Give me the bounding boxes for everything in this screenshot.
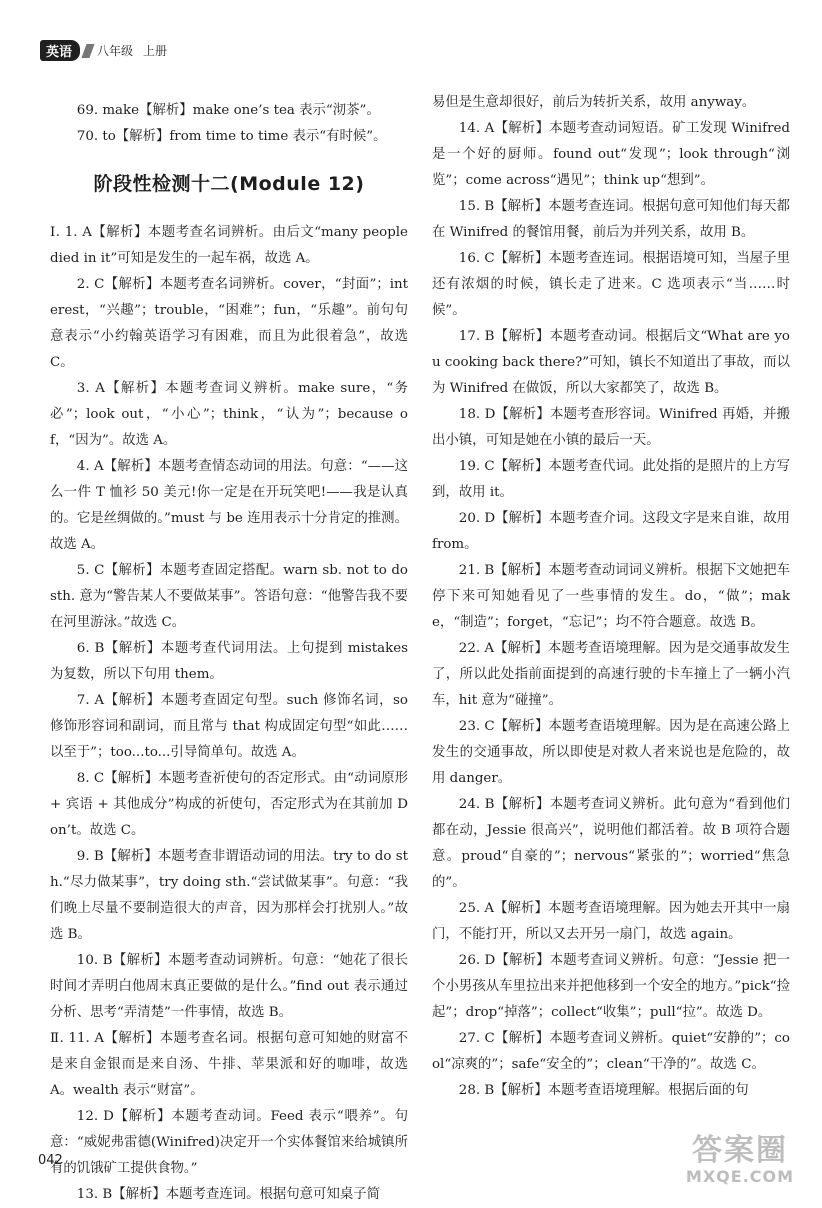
answer-item: 8. C【解析】本题考查祈使句的否定形式。由“动词原形 + 宾语 + 其他成分”构成的祈使句，否定形式为在其前加 Don’t。故选 C。 [50, 771, 408, 838]
answer-item: 2. C【解析】本题考查名词辨析。cover，“封面”；interest，“兴趣”；trouble，“困难”；fun，“乐趣”。前句句意表示“小约翰英语学习有困难，而且为此很着急”，故选 C。 [50, 277, 408, 370]
watermark-text: 答案圈 [692, 1133, 788, 1168]
answer-item: 28. B【解析】本题考查语境理解。根据后面的句 [458, 1083, 749, 1098]
left-answer-list [50, 220, 408, 1208]
answer-item: 12. D【解析】本题考查动词。Feed 表示“喂养”。句意：“威妮弗雷德(Winifred)决定开一个实体餐馆来给城镇所有的饥饿矿工提供食物。” [50, 1109, 408, 1176]
left-column [50, 98, 408, 1208]
answer-item: 22. A【解析】本题考查语境理解。因为是交通事故发生了，所以此处指前面提到的高速行驶的卡车撞上了一辆小汽车，hit 意为“碰撞”。 [432, 641, 790, 708]
answer-item-69: 69. make【解析】make one’s tea 表示“沏茶”。 [76, 103, 380, 118]
answer-item: 14. A【解析】本题考查动词短语。矿工发现 Winifred 是一个好的厨师。found out“发现”；look through“浏览”；come across“遇见”；think up“想到”。 [432, 121, 790, 188]
answer-item: 15. B【解析】本题考查连词。根据句意可知他们每天都在 Winifred 的餐馆用餐，前后为并列关系，故用 B。 [432, 199, 790, 240]
page-number: 042 [38, 1153, 63, 1168]
answer-item: Ⅱ. 11. A【解析】本题考查名词。根据句意可知她的财富不是来自金银而是来自汤、牛排、苹果派和好的咖啡，故选 A。wealth 表示“财富”。 [50, 1031, 408, 1098]
right-answer-list [432, 90, 790, 1104]
page-header [40, 40, 167, 61]
answer-item: 20. D【解析】本题考查介词。这段文字是来自谁，故用 from。 [432, 511, 790, 552]
answer-item-70: 70. to【解析】from time to time 表示“有时候”。 [76, 129, 387, 144]
answer-item: 易但是生意却很好，前后为转折关系，故用 anyway。 [432, 95, 756, 110]
answer-item: 25. A【解析】本题考查语境理解。因为她去开其中一扇门，不能打开，所以又去开另一扇门，故选 again。 [432, 901, 790, 942]
answer-item: 10. B【解析】本题考查动词辨析。句意：“她花了很长时间才弄明白他周末真正要做的是什么。”find out 表示通过分析、思考“弄清楚”一件事情，故选 B。 [50, 953, 408, 1020]
watermark-logo [670, 1134, 810, 1194]
grade-label: 八年级 [97, 44, 134, 58]
section-title: 阶段性检测十二(Module 12) [93, 173, 365, 195]
answer-item: 4. A【解析】本题考查情态动词的用法。句意：“——这么一件 T 恤衫 50 美元!你一定是在开玩笑吧!——我是认真的。它是丝绸做的。”must 与 be 连用表示十分肯定的推测。故选 A。 [50, 459, 408, 552]
answer-item: Ⅰ. 1. A【解析】本题考查名词辨析。由后文“many people died in it”可知是发生的一起车祸，故选 A。 [50, 225, 408, 266]
volume-label: 上册 [143, 44, 168, 58]
answer-item: 19. C【解析】本题考查代词。此处指的是照片的上方写到，故用 it。 [432, 459, 790, 500]
right-column [432, 90, 790, 1104]
answer-item: 5. C【解析】本题考查固定搭配。warn sb. not to do sth. 意为“警告某人不要做某事”。答语句意：“他警告我不要在河里游泳。”故选 C。 [50, 563, 408, 630]
answer-item: 16. C【解析】本题考查连词。根据语境可知，当屋子里还有浓烟的时候，镇长走了进来。C 选项表示“当……时候”。 [432, 251, 790, 318]
answer-item: 6. B【解析】本题考查代词用法。上句提到 mistakes 为复数，所以下句用 them。 [50, 641, 408, 682]
answer-item: 24. B【解析】本题考查词义辨析。此句意为“看到他们都在动，Jessie 很高兴”，说明他们都活着。故 B 项符合题意。proud“自豪的”；nervous“紧张的”；worried“焦急的”。 [432, 797, 790, 890]
answer-item: 23. C【解析】本题考查语境理解。因为是在高速公路上发生的交通事故，所以即使是对救人者来说也是危险的，故用 danger。 [432, 719, 790, 786]
answer-item: 26. D【解析】本题考查词义辨析。句意：“Jessie 把一个小男孩从车里拉出来并把他移到一个安全的地方。”pick“捡起”；drop“掉落”；collect“收集”；pull“拉”。故选 D。 [432, 953, 790, 1020]
answer-item: 27. C【解析】本题考查词义辨析。quiet“安静的”；cool“凉爽的”；safe“安全的”；clean“干净的”。故选 C。 [432, 1031, 790, 1072]
answer-item: 7. A【解析】本题考查固定句型。such 修饰名词，so 修饰形容词和副词，而且常与 that 构成固定句型“如此……以至于”；too...to...引导简单句。故选 A。 [50, 693, 408, 760]
answer-item: 9. B【解析】本题考查非谓语动词的用法。try to do sth.“尽力做某事”，try doing sth.“尝试做某事”。句意：“我们晚上尽量不要制造很大的声音，因为那样会打扰别人。”故选 B。 [50, 849, 408, 942]
subject-badge: 英语 [40, 40, 80, 61]
answer-item: 3. A【解析】本题考查词义辨析。make sure，“务必”；look out，“小心”；think，“认为”；because of，“因为”。故选 A。 [50, 381, 408, 448]
answer-item: 17. B【解析】本题考查动词。根据后文“What are you cooking back there?”可知，镇长不知道出了事故，而以为 Winifred 在做饭，所以大家都笑了，故选 B。 [432, 329, 790, 396]
header-divider [81, 44, 94, 58]
answer-item: 21. B【解析】本题考查动词词义辨析。根据下文她把车停下来可知她看见了一些事情的发生。do，“做”；make，“制造”；forget，“忘记”；均不符合题意。故选 B。 [432, 563, 790, 630]
answer-item: 18. D【解析】本题考查形容词。Winifred 再婚，并搬出小镇，可知是她在小镇的最后一天。 [432, 407, 790, 448]
watermark-url: MXQE.COM [685, 1167, 795, 1186]
answer-item: 13. B【解析】本题考查连词。根据句意可知桌子简 [76, 1187, 381, 1202]
